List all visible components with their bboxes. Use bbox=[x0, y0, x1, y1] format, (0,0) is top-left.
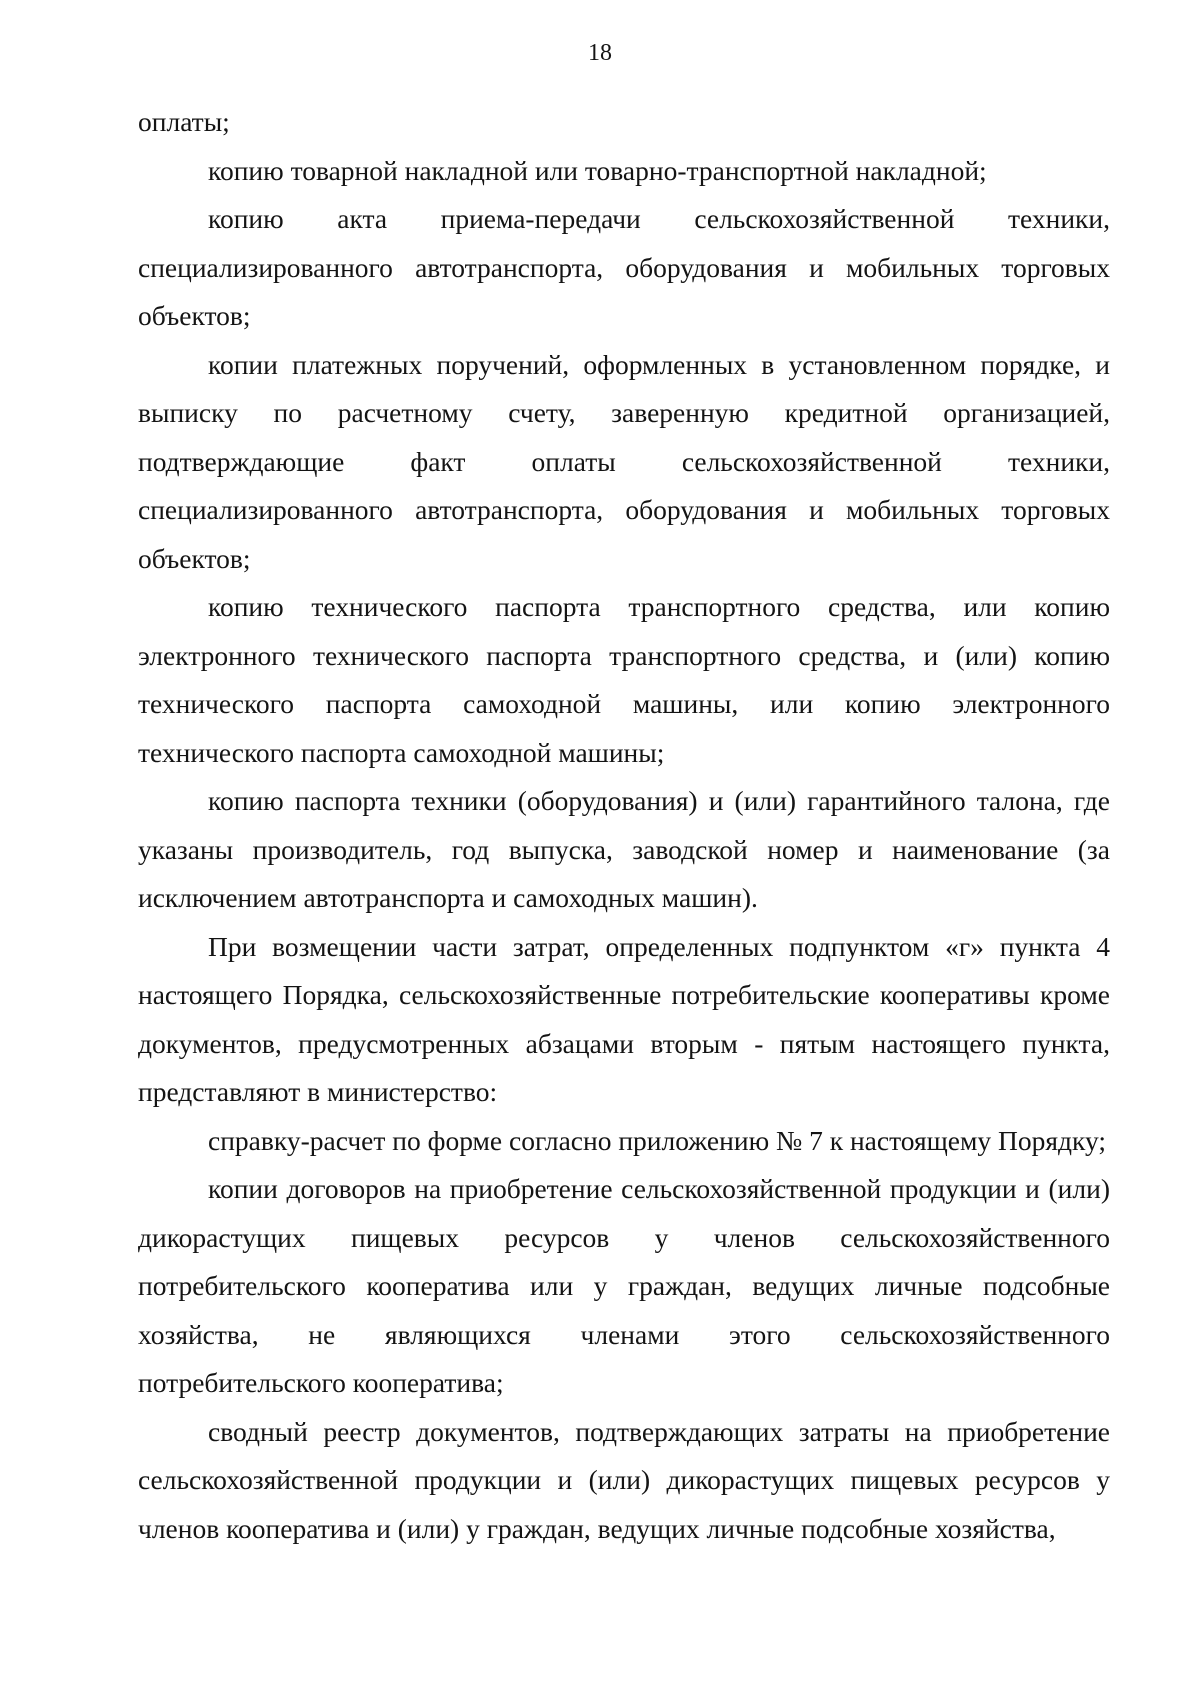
paragraph-payment-orders: копии платежных поручений, оформленных в установленном порядке, и выписку по расчетному счету, заверенную кредитной организацией, подтверждающие факт оплаты сельскохозяйственной техники, специализированного автотранспорта, оборудования и мобильных торговых объектов; bbox=[138, 348, 1110, 574]
paragraph-acceptance-act: копию акта приема-передачи сельскохозяйственной техники, специализированного автотранспорта, оборудования и мобильных торговых объектов; bbox=[138, 203, 1110, 331]
paragraph-purchase-contracts: копии договоров на приобретение сельскохозяйственной продукции и (или) дикорастущих пищевых ресурсов у членов сельскохозяйственного потребительского кооператива или у граждан, ведущих личные подсобные хозяйства, не являющихся членами этого сельскохозяйственного потребительского кооператива; bbox=[138, 1173, 1110, 1398]
body-text bbox=[138, 98, 1110, 1553]
paragraph-reimbursement: При возмещении части затрат, определенных подпунктом «г» пункта 4 настоящего Порядка, сельскохозяйственные потребительские кооперативы кроме документов, предусмотренных абзацами вторым - пятым настоящего пункта, представляют в министерство: bbox=[138, 930, 1110, 1107]
paragraph-equipment-passport: копию паспорта техники (оборудования) и (или) гарантийного талона, где указаны производитель, год выпуска, заводской номер и наименование (за исключением автотранспорта и самоходных машин). bbox=[138, 785, 1110, 913]
paragraph-calculation-certificate: справку-расчет по форме согласно приложению № 7 к настоящему Порядку; bbox=[208, 1124, 1107, 1156]
paragraph-vehicle-passport: копию технического паспорта транспортного средства, или копию электронного технического паспорта транспортного средства, и (или) копию технического паспорта самоходной машины, или копию электронного технического паспорта самоходной машины; bbox=[138, 591, 1110, 768]
paragraph-waybill: копию товарной накладной или товарно-транспортной накладной; bbox=[208, 154, 987, 186]
paragraph-continuation: оплаты; bbox=[138, 106, 230, 137]
paragraph-summary-register: сводный реестр документов, подтверждающих затраты на приобретение сельскохозяйственной продукции и (или) дикорастущих пищевых ресурсов у членов кооператива и (или) у граждан, ведущих личные подсобные хозяйства, bbox=[138, 1415, 1110, 1544]
page-number: 18 bbox=[588, 40, 612, 66]
